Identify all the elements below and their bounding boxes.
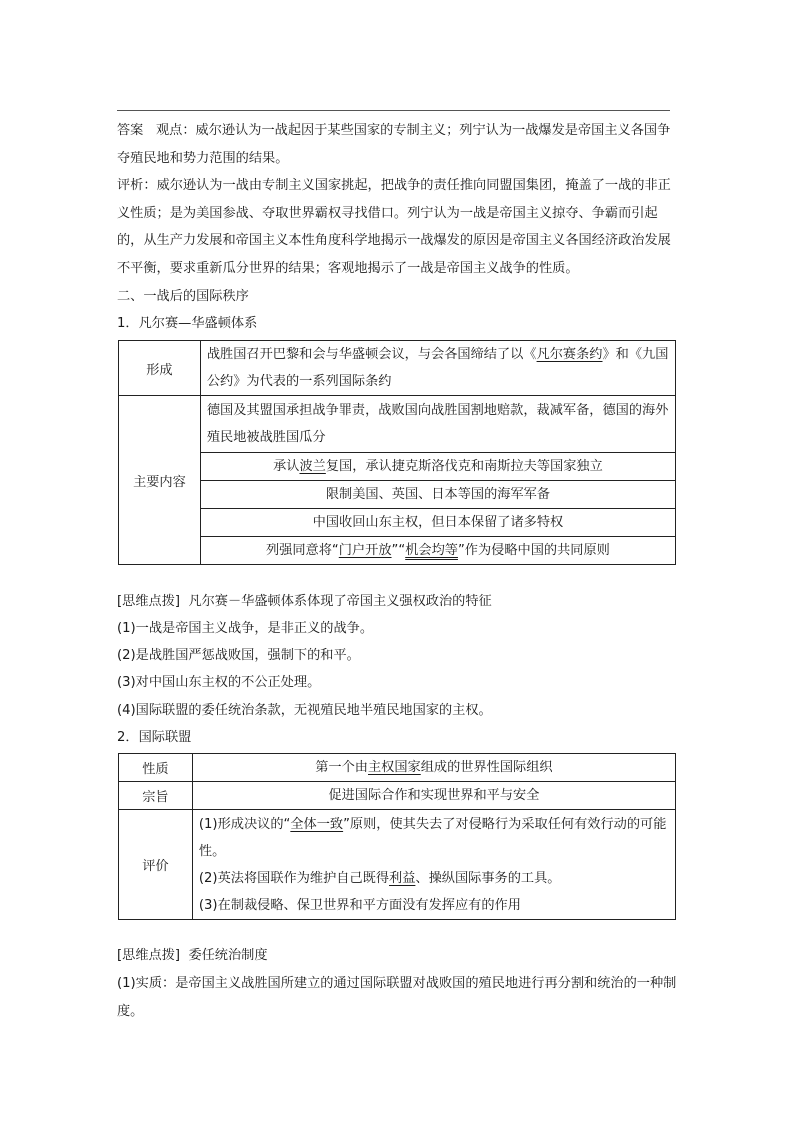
answer-paragraph (117, 117, 677, 172)
evaluation-text (192, 810, 675, 920)
table-row-content-4 (119, 509, 676, 537)
tip1-label: [思维点拨] (117, 594, 181, 609)
tip2-heading (117, 942, 677, 970)
subsection-heading-2: 2．国际联盟 (117, 730, 192, 745)
evaluation-item-3: (3)在制裁侵略、保卫世界和平方面没有发挥应有的作用 (198, 897, 521, 913)
table-row-content-5 (119, 537, 676, 565)
table-row-purpose (119, 782, 676, 810)
sovereign-states-term: 主权国家 (368, 760, 421, 775)
tip1-title: 凡尔赛－华盛顿体系体现了帝国主义强权政治的特征 (188, 594, 492, 609)
analysis-text: 威尔逊认为一战由专制主义国家挑起，把战争的责任推向同盟国集团，掩盖了一战的非正义性质；是为美国参战、夺取世界霸权寻找借口。列宁认为一战是帝国主义掠夺、争霸而引起的，从生产力发展和帝国主义本性角度科学地揭示一战爆发的原因是帝国主义各国经济政治发展不平衡，要求重新瓜分世界的结果；客观地揭示了一战是帝国主义战争的性质。 (117, 178, 671, 276)
answer-label: 答案 (117, 123, 144, 138)
row-label-purpose: 宗旨 (119, 782, 193, 810)
formation-text: 战胜国召开巴黎和会与华盛顿会议，与会各国缔结了以《凡尔赛条约》和《九国公约》为代表的一系列国际条约 (200, 341, 675, 396)
row-label-nature: 性质 (119, 754, 193, 782)
row-label-content: 主要内容 (119, 396, 201, 565)
tip2-title: 委任统治制度 (188, 948, 268, 963)
row-label-evaluation: 评价 (119, 810, 193, 920)
content-item-4: 中国收回山东主权，但日本保留了诸多特权 (200, 509, 675, 537)
section-heading: 二、一战后的国际秩序 (117, 289, 249, 304)
table-row-content-2 (119, 453, 676, 481)
content-item-2: 承认波兰复国，承认捷克斯洛伐克和南斯拉夫等国家独立 (200, 453, 675, 481)
versailles-table (118, 340, 676, 565)
content-item-5: 列强同意将“门户开放”“机会均等”作为侵略中国的共同原则 (200, 537, 675, 565)
tip2-item-1: (1)实质：是帝国主义战胜国所建立的通过国际联盟对战败国的殖民地进行再分割和统治的一种制度。 (117, 976, 677, 1019)
tip1-heading (117, 588, 677, 616)
treaty-of-versailles: 凡尔赛条约 (536, 347, 603, 362)
tip1-item-2: (2)是战胜国严惩战败国，强制下的和平。 (117, 648, 360, 663)
open-door-term: 门户开放 (338, 543, 392, 558)
poland-term: 波兰 (299, 459, 326, 474)
analysis-paragraph (117, 172, 677, 282)
content-item-3: 限制美国、英国、日本等国的海军军备 (200, 481, 675, 509)
nature-text: 第一个由主权国家组成的世界性国际组织 (192, 754, 675, 782)
equal-opportunity-term: 机会均等 (405, 543, 458, 558)
evaluation-item-2: (2)英法将国联作为维护自己既得利益、操纵国际事务的工具。 (198, 870, 561, 886)
analysis-label: 评析： (117, 178, 157, 193)
evaluation-item-1: (1)形成决议的“全体一致”原则，使其失去了对侵略行为采取任何有效行动的可能性。 (198, 816, 667, 859)
subsection-heading-1: 1．凡尔赛—华盛顿体系 (117, 316, 258, 331)
tip1-item-1: (1)一战是帝国主义战争，是非正义的战争。 (117, 621, 374, 636)
table-row-nature (119, 754, 676, 782)
content-item-1: 德国及其盟国承担战争罪责，战败国向战胜国割地赔款，裁减军备，德国的海外殖民地被战胜国瓜分 (200, 396, 675, 453)
unanimity-term: 全体一致 (290, 816, 344, 832)
header-rule (117, 110, 670, 111)
league-table (118, 753, 676, 920)
tip2-label: [思维点拨] (117, 948, 181, 963)
table-row-content-3 (119, 481, 676, 509)
purpose-text: 促进国际合作和实现世界和平与安全 (192, 782, 675, 810)
answer-text: 观点：威尔逊认为一战起因于某些国家的专制主义；列宁认为一战爆发是帝国主义各国争夺殖民地和势力范围的结果。 (117, 123, 671, 166)
tip1-item-3: (3)对中国山东主权的不公正处理。 (117, 675, 321, 690)
table-row-formation (119, 341, 676, 396)
table-row-content-1 (119, 396, 676, 453)
row-label-formation: 形成 (119, 341, 201, 396)
table-row-evaluation (119, 810, 676, 920)
tip1-item-4: (4)国际联盟的委任统治条款，无视殖民地半殖民地国家的主权。 (117, 703, 492, 718)
interests-term: 利益 (389, 870, 416, 886)
